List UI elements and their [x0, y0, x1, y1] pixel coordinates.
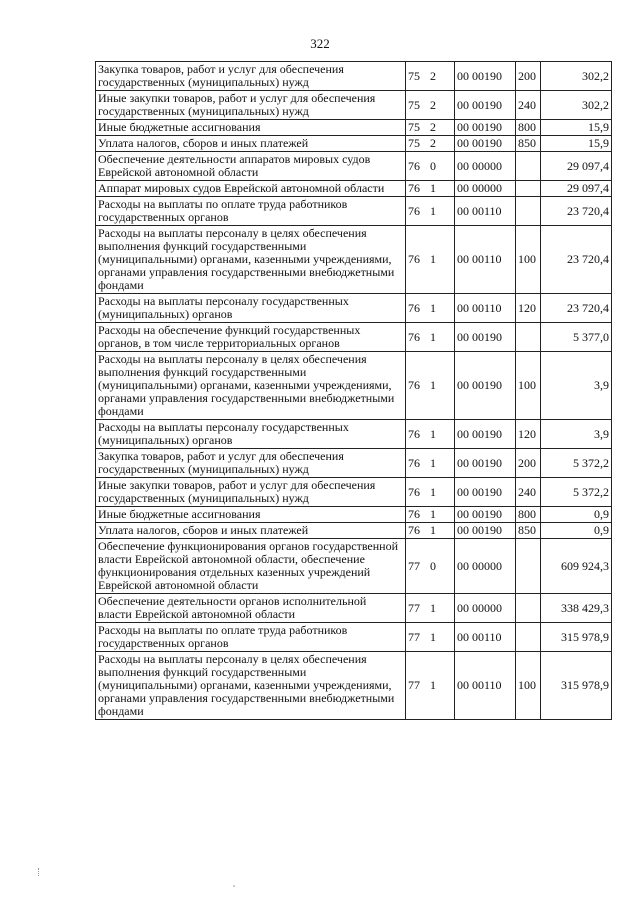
- expense-name-cell: Аппарат мировых судов Еврейской автономной области: [96, 181, 406, 197]
- program-code-cell: [406, 181, 455, 197]
- table-row: [96, 523, 612, 539]
- program-code-cell: [406, 539, 455, 594]
- section-code: 75: [408, 97, 420, 112]
- section-code: 76: [408, 507, 420, 521]
- expense-name-cell: Расходы на выплаты персоналу в целях обеспечения выполнения функций государственными (муниципальными) органами, казенными учреждениями, органами управления государственными внебюджетными фондами: [96, 652, 406, 720]
- article-code-cell: 00 00190: [455, 523, 516, 539]
- table-row: [96, 539, 612, 594]
- table-row: [96, 449, 612, 478]
- section-code: 76: [408, 181, 420, 195]
- expense-name-cell: Уплата налогов, сборов и иных платежей: [96, 523, 406, 539]
- amount-cell: 5 372,2: [541, 449, 612, 478]
- expense-type-cell: 850: [516, 136, 541, 152]
- subsection-code: 1: [430, 329, 436, 344]
- table-row: [96, 62, 612, 91]
- amount-cell: 0,9: [541, 507, 612, 523]
- expense-name-cell: Расходы на выплаты персоналу в целях обеспечения выполнения функций государственными (муниципальными) органами, казенными учреждениями, органами управления государственными внебюджетными фондами: [96, 226, 406, 294]
- budget-table: [95, 61, 612, 720]
- subsection-code: 1: [430, 600, 436, 615]
- expense-name-cell: Расходы на выплаты по оплате труда работников государственных органов: [96, 197, 406, 226]
- expense-name-cell: Расходы на обеспечение функций государственных органов, в том числе территориальных органов: [96, 323, 406, 352]
- table-row: [96, 91, 612, 120]
- expense-name-cell: Уплата налогов, сборов и иных платежей: [96, 136, 406, 152]
- article-code-cell: 00 00190: [455, 478, 516, 507]
- scan-artifact: [38, 868, 41, 876]
- amount-cell: 23 720,4: [541, 294, 612, 323]
- section-code: 76: [408, 158, 420, 173]
- table-row: [96, 226, 612, 294]
- article-code-cell: 00 00190: [455, 420, 516, 449]
- amount-cell: 5 377,0: [541, 323, 612, 352]
- article-code-cell: 00 00190: [455, 91, 516, 120]
- subsection-code: 1: [430, 484, 436, 499]
- expense-type-cell: 120: [516, 420, 541, 449]
- program-code-cell: [406, 91, 455, 120]
- amount-cell: 3,9: [541, 420, 612, 449]
- section-code: 75: [408, 120, 420, 134]
- article-code-cell: 00 00110: [455, 294, 516, 323]
- expense-name-cell: Обеспечение функционирования органов государственной власти Еврейской автономной области, обеспечение функционирования отдельных казенных учреждений Еврейской автономной области: [96, 539, 406, 594]
- subsection-code: 1: [430, 507, 436, 521]
- subsection-code: 1: [430, 678, 436, 692]
- amount-cell: 3,9: [541, 352, 612, 420]
- table-row: [96, 294, 612, 323]
- article-code-cell: 00 00000: [455, 181, 516, 197]
- program-code-cell: [406, 294, 455, 323]
- expense-type-cell: [516, 197, 541, 226]
- article-code-cell: 00 00110: [455, 226, 516, 294]
- expense-type-cell: 850: [516, 523, 541, 539]
- subsection-code: 1: [430, 252, 436, 266]
- expense-name-cell: Расходы на выплаты персоналу государственных (муниципальных) органов: [96, 294, 406, 323]
- article-code-cell: 00 00190: [455, 62, 516, 91]
- article-code-cell: 00 00110: [455, 623, 516, 652]
- amount-cell: 315 978,9: [541, 652, 612, 720]
- program-code-cell: [406, 449, 455, 478]
- expense-name-cell: Иные закупки товаров, работ и услуг для обеспечения государственных (муниципальных) нужд: [96, 478, 406, 507]
- program-code-cell: [406, 226, 455, 294]
- amount-cell: 15,9: [541, 120, 612, 136]
- expense-type-cell: [516, 594, 541, 623]
- table-row: [96, 352, 612, 420]
- article-code-cell: 00 00000: [455, 594, 516, 623]
- expense-name-cell: Расходы на выплаты персоналу в целях обеспечения выполнения функций государственными (муниципальными) органами, казенными учреждениями, органами управления государственными внебюджетными фондами: [96, 352, 406, 420]
- expense-type-cell: 240: [516, 91, 541, 120]
- subsection-code: 2: [430, 136, 436, 150]
- section-code: 76: [408, 523, 420, 537]
- scan-artifact: [233, 885, 235, 887]
- program-code-cell: [406, 478, 455, 507]
- expense-type-cell: 240: [516, 478, 541, 507]
- table-row: [96, 652, 612, 720]
- amount-cell: 29 097,4: [541, 181, 612, 197]
- article-code-cell: 00 00110: [455, 197, 516, 226]
- article-code-cell: 00 00190: [455, 352, 516, 420]
- amount-cell: 315 978,9: [541, 623, 612, 652]
- table-row: [96, 594, 612, 623]
- expense-type-cell: 100: [516, 652, 541, 720]
- expense-type-cell: [516, 181, 541, 197]
- section-code: 76: [408, 252, 420, 266]
- program-code-cell: [406, 120, 455, 136]
- section-code: 77: [408, 600, 420, 615]
- expense-name-cell: Обеспечение деятельности органов исполнительной власти Еврейской автономной области: [96, 594, 406, 623]
- program-code-cell: [406, 352, 455, 420]
- amount-cell: 23 720,4: [541, 226, 612, 294]
- subsection-code: 1: [430, 203, 436, 218]
- table-row: [96, 478, 612, 507]
- expense-name-cell: Закупка товаров, работ и услуг для обеспечения государственных (муниципальных) нужд: [96, 62, 406, 91]
- table-row: [96, 323, 612, 352]
- table-row: [96, 420, 612, 449]
- table-row: [96, 120, 612, 136]
- subsection-code: 1: [430, 426, 436, 441]
- page-number: 322: [310, 36, 330, 51]
- amount-cell: 302,2: [541, 91, 612, 120]
- article-code-cell: 00 00190: [455, 120, 516, 136]
- program-code-cell: [406, 507, 455, 523]
- section-code: 75: [408, 68, 420, 83]
- subsection-code: 1: [430, 455, 436, 470]
- program-code-cell: [406, 197, 455, 226]
- section-code: 76: [408, 378, 420, 392]
- section-code: 76: [408, 329, 420, 344]
- amount-cell: 15,9: [541, 136, 612, 152]
- section-code: 77: [408, 678, 420, 692]
- article-code-cell: 00 00000: [455, 152, 516, 181]
- subsection-code: 2: [430, 120, 436, 134]
- amount-cell: 302,2: [541, 62, 612, 91]
- table-row: [96, 152, 612, 181]
- subsection-code: 0: [430, 558, 436, 573]
- subsection-code: 1: [430, 378, 436, 392]
- section-code: 77: [408, 558, 420, 573]
- subsection-code: 1: [430, 629, 436, 644]
- article-code-cell: 00 00190: [455, 449, 516, 478]
- section-code: 76: [408, 455, 420, 470]
- amount-cell: 23 720,4: [541, 197, 612, 226]
- program-code-cell: [406, 652, 455, 720]
- article-code-cell: 00 00190: [455, 507, 516, 523]
- section-code: 77: [408, 629, 420, 644]
- program-code-cell: [406, 623, 455, 652]
- program-code-cell: [406, 594, 455, 623]
- expense-type-cell: 100: [516, 352, 541, 420]
- expense-type-cell: 120: [516, 294, 541, 323]
- table-row: [96, 181, 612, 197]
- subsection-code: 1: [430, 523, 436, 537]
- program-code-cell: [406, 420, 455, 449]
- article-code-cell: 00 00190: [455, 136, 516, 152]
- expense-type-cell: 800: [516, 120, 541, 136]
- program-code-cell: [406, 136, 455, 152]
- section-code: 76: [408, 484, 420, 499]
- budget-table-body: [96, 62, 612, 720]
- expense-name-cell: Иные закупки товаров, работ и услуг для обеспечения государственных (муниципальных) нужд: [96, 91, 406, 120]
- amount-cell: 609 924,3: [541, 539, 612, 594]
- subsection-code: 0: [430, 158, 436, 173]
- expense-name-cell: Иные бюджетные ассигнования: [96, 507, 406, 523]
- expense-name-cell: Расходы на выплаты персоналу государственных (муниципальных) органов: [96, 420, 406, 449]
- amount-cell: 338 429,3: [541, 594, 612, 623]
- section-code: 75: [408, 136, 420, 150]
- article-code-cell: 00 00000: [455, 539, 516, 594]
- amount-cell: 5 372,2: [541, 478, 612, 507]
- section-code: 76: [408, 426, 420, 441]
- expense-type-cell: [516, 623, 541, 652]
- subsection-code: 2: [430, 97, 436, 112]
- subsection-code: 1: [430, 181, 436, 195]
- expense-type-cell: [516, 152, 541, 181]
- amount-cell: 0,9: [541, 523, 612, 539]
- program-code-cell: [406, 62, 455, 91]
- expense-type-cell: 200: [516, 62, 541, 91]
- program-code-cell: [406, 152, 455, 181]
- article-code-cell: 00 00110: [455, 652, 516, 720]
- expense-name-cell: Расходы на выплаты по оплате труда работников государственных органов: [96, 623, 406, 652]
- section-code: 76: [408, 203, 420, 218]
- article-code-cell: 00 00190: [455, 323, 516, 352]
- subsection-code: 2: [430, 68, 436, 83]
- expense-type-cell: 100: [516, 226, 541, 294]
- expense-name-cell: Закупка товаров, работ и услуг для обеспечения государственных (муниципальных) нужд: [96, 449, 406, 478]
- expense-type-cell: 800: [516, 507, 541, 523]
- table-row: [96, 507, 612, 523]
- expense-name-cell: Обеспечение деятельности аппаратов мировых судов Еврейской автономной области: [96, 152, 406, 181]
- table-row: [96, 136, 612, 152]
- table-row: [96, 197, 612, 226]
- expense-name-cell: Иные бюджетные ассигнования: [96, 120, 406, 136]
- expense-type-cell: [516, 539, 541, 594]
- amount-cell: 29 097,4: [541, 152, 612, 181]
- program-code-cell: [406, 523, 455, 539]
- section-code: 76: [408, 300, 420, 315]
- table-row: [96, 623, 612, 652]
- program-code-cell: [406, 323, 455, 352]
- subsection-code: 1: [430, 300, 436, 315]
- expense-type-cell: 200: [516, 449, 541, 478]
- expense-type-cell: [516, 323, 541, 352]
